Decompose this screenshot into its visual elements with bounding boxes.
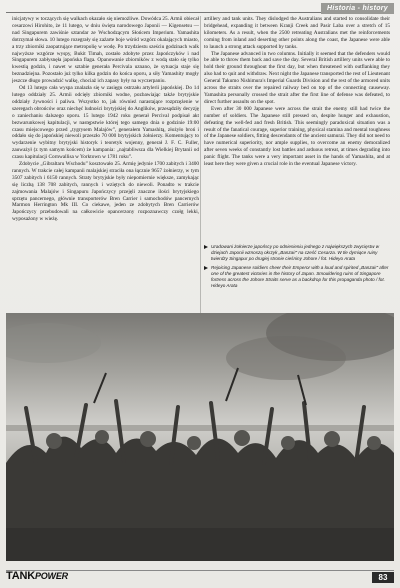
soldiers-photo <box>6 313 394 561</box>
logo-main: TANK <box>6 570 35 582</box>
paragraph: artillery and tank units. They dislodged the Australians and started to consolidate their bridgehead, expanding it between Kranji Creek and Pasir Laba over a stretch of 15 kilometers. As a result, when the 2500 retreating Australians met the reinforcements coming from inland and deserting other points along the coast, the Japanese were able to launch a strong attack supported by tanks. <box>204 16 390 50</box>
logo-sub: POWER <box>34 571 68 581</box>
photo-captions <box>204 244 390 292</box>
paragraph: Zdobycie „Gibraltaru Wschodu” kosztowało 25. Armię jedynie 1700 zabitych i 3400 rannych. W trakcie całej kampanii malajskiej straciła ona łącznie 9657 żołnierzy, w tym 3507 zabitych i 6150 rannych. Straty brytyjskie były niepomiernie większe, zamykając się liczbą 138 708 zabitych, rannych i wziętych do niewoli. Ponadto w trakcie zajmowania Malajów i Singapuru Japończycy przejęli znaczne ilości brytyjskiego sprzętu pancernego, głównie transporterów Bren Carrier i samochodów pancernych Marmon Herrington Mk III. Co ciekawe, jeden ze zdobytych Bren Carrierów Japończycy przebudowali na całkowicie opancerzony rozpoznawczy czołg lekki, wyposażony w wieżę. <box>12 161 199 223</box>
magazine-logo <box>6 569 68 583</box>
paragraph: inicjatywy w toczących się walkach okazało się niemożliwe. Dowódca 25. Armii obiecał cesarzowi Hirohito, że 11 lutego, w dniu święta narodowego Japonii — Kigensetsu — nad Singapurem zawiśnie sztandar ze Wschodzącym Słońcem Imperium. Yamashita dotrzymał słowa. 10 lutego rozegrały się zażarte boje wśród wzgórz okalających miasto, a trzy zbiorniki zaopatrujące metropolię w wodę. Po trzydziestu sześciu godzinach walk najwyższe wzgórze wyspy, Bukit Timah, zostało zdobyte przez Japończyków i nad Singapurem zabłysnęła japońska flaga. Opanowanie zbiorników z wodą stało się tylko kwestią godzin, i nawet w sztabie generała Percivala uznano, że sytuacja staje się beznadziejna. Pozostało już tylko kilka godzin do końca oporu, a siły Yamashity mogły jeszcze długo prowadzić walkę, chociaż ich zapasy były na wyczerpaniu. <box>12 16 199 85</box>
paragraph: The Japanese advanced in two columns. Initially it seemed that the defenders would be able to throw them back and save the day. Several British artillery units were able to hold their ground throughout the first day, but when threatened with outflanking they also had to quit and withdraw. Next night the Japanese transported the rest of Lieutenant General Takumo Nishimura's Imperial Guards Division and the rest of the armored units across the straits over the repaired railway bed on top of the connecting causeway. Yamashita personally crossed the strait after the first line of defense was defeated, to direct further assaults on the spot. <box>204 50 390 105</box>
section-header: Historia - history <box>321 3 394 14</box>
paragraph: Od 13 lutego cała wyspa znalazła się w zasięgu ostrzału artylerii japońskiej. Do 14 lutego oddziały 25. Armii odcięły zbiorniki wodne, pozbawiając także brytyjskie oddziały żywności i paliwa. Wszystko to, jak również narastające rozprzężenie w szeregach obrońców oraz niechęć ludności brytyjskiej do Anglików, przesądziły decyzję o zaniechaniu dalszego oporu. 15 lutego 1942 roku generał Percival podpisał akt bezwarunkowej kapitulacji, w następstwie której tego samego dnia o godzinie 19:00 czasu miejscowego przed „tygrysem Malajów”, generałem Yamashitą, złożyło broń i oddało się do japońskiej niewoli przeszło 70 000 brytyjskich żołnierzy. Komentujący to wydarzenie wybitny brytyjski historyk i teoretyk wojenny, generał J. F. C. Fuller, zauważył (z tym samym końcem) że kampania: „najtabliwsza dla Wielkiej Brytanii od czasu kapitulacji Cornwallisa w Yorktown w 1781 roku”. <box>12 85 199 161</box>
caption-english <box>204 265 390 289</box>
photo-illustration <box>6 313 394 561</box>
caption-polish <box>204 244 390 262</box>
paragraph: Even after 30 000 Japanese were across the strait the enemy still had twice the number of soldiers. The Japanese still pressed on, despite hunger and exhaustion, defeating the well-fed and fresh British. This seemingly paradoxical situation was a result of the fanatical courage, superior training, physical stamina and mental toughness of the Japanese soldiers, fitting descendants of the ancient samurai. They did not need to have numerical superiority, nor ample supplies, to overcome an enemy demoralized after seven weeks of constantly lost battles and arduous retreat, at times degrading into panic flight. The tanks were a very important asset in the hands of Yamashita, and at least here they were given a crucial role in the eventual Japanese victory. <box>204 105 390 168</box>
page-number: 83 <box>372 572 394 583</box>
caption-text: Uradowani żołnierze japońscy po odniesieniu jednego z największych zwycięstw w dziejach Japonii wznoszą okrzyk „Banzai!” na cześć Cesarza. W tle dymiące ruiny twierdzy Singapur po drugiej stronie cieśniny Johore / fot. Hideyo Arata <box>211 244 380 261</box>
right-text-column <box>204 16 390 238</box>
triangle-bullet-icon <box>204 245 208 249</box>
triangle-bullet-icon <box>204 266 208 270</box>
caption-text: Rejoicing Japanese soldiers cheer their Emperor with a loud and spirited „Banzai!” after one of the greatest victories in the history of Japan. Smouldering ruins of Singapore fortress across the Johore Straits serve as a backdrop for this propaganda photo / fot. Hideyo Arata <box>211 265 389 288</box>
